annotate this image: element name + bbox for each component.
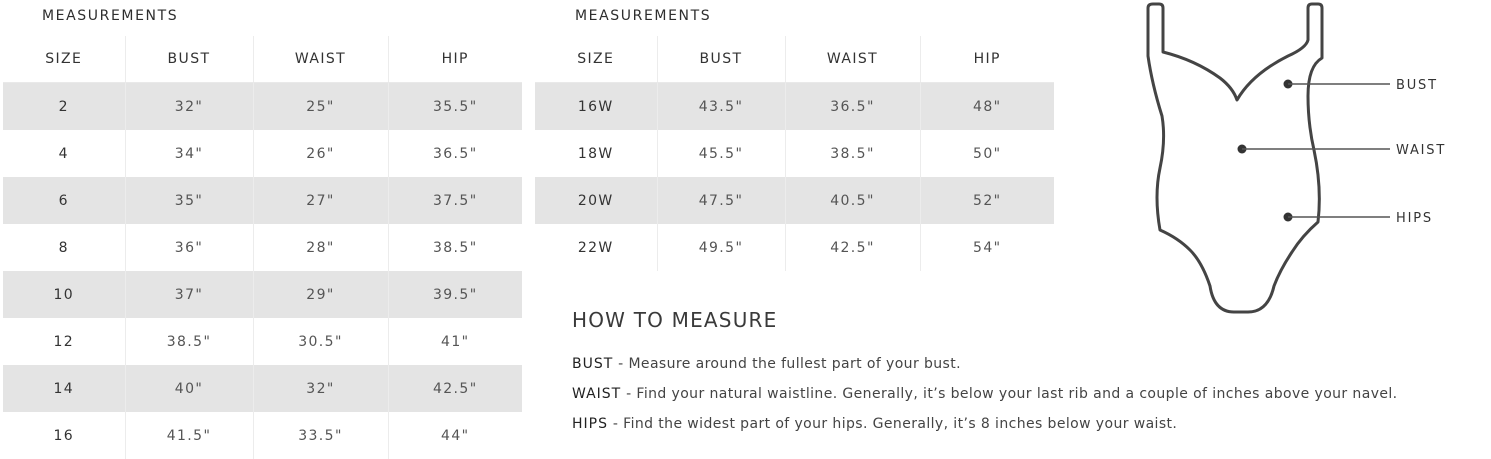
how-to-waist-text: - Find your natural waistline. Generally, it’s below your last rib and a couple of inches above your navel. bbox=[621, 386, 1398, 402]
column-header-hip: HIP bbox=[920, 36, 1054, 83]
cell-hip: 44" bbox=[441, 427, 470, 444]
cell-size: 16 bbox=[3, 412, 125, 459]
figure-label-hips: HIPS bbox=[1396, 211, 1433, 226]
cell-bust: 32" bbox=[125, 83, 253, 131]
cell-size: 8 bbox=[3, 224, 125, 271]
cell-waist: 42.5" bbox=[785, 224, 920, 271]
cell-size: 16W bbox=[535, 83, 657, 131]
cell-size: 4 bbox=[3, 130, 125, 177]
right-measurements-heading: MEASUREMENTS bbox=[575, 8, 712, 24]
how-to-bust-text: - Measure around the fullest part of your bust. bbox=[613, 356, 961, 372]
cell-waist: 40.5" bbox=[785, 177, 920, 224]
cell-waist: 33.5" bbox=[253, 412, 388, 459]
cell-hip: 38.5" bbox=[432, 239, 478, 256]
how-to-waist bbox=[572, 386, 1398, 402]
cell-size: 6 bbox=[3, 177, 125, 224]
cell-bust: 38.5" bbox=[125, 318, 253, 365]
cell-waist: 32" bbox=[253, 365, 388, 412]
cell-size: 14 bbox=[3, 365, 125, 412]
cell-waist: 25" bbox=[253, 83, 388, 131]
how-to-hips-text: - Find the widest part of your hips. Generally, it’s 8 inches below your waist. bbox=[608, 416, 1178, 432]
cell-bust: 49.5" bbox=[657, 224, 785, 271]
cell-size: 12 bbox=[3, 318, 125, 365]
table-row bbox=[3, 224, 522, 271]
cell-bust: 35" bbox=[125, 177, 253, 224]
term-waist: WAIST bbox=[572, 386, 622, 402]
cell-waist: 38.5" bbox=[785, 130, 920, 177]
left-measurements-heading: MEASUREMENTS bbox=[42, 8, 179, 24]
table-row bbox=[535, 130, 1054, 177]
cell-bust: 47.5" bbox=[657, 177, 785, 224]
cell-waist: 30.5" bbox=[253, 318, 388, 365]
table-row bbox=[535, 177, 1054, 224]
how-to-hips bbox=[572, 416, 1177, 432]
cell-size: 20W bbox=[535, 177, 657, 224]
table-row bbox=[3, 271, 522, 318]
cell-hip: 48" bbox=[920, 83, 1054, 131]
column-header-hip: HIP bbox=[388, 36, 522, 83]
table-header-row bbox=[3, 36, 522, 83]
swimsuit-body-outline bbox=[1148, 4, 1322, 312]
cell-bust: 40" bbox=[125, 365, 253, 412]
cell-bust: 45.5" bbox=[657, 130, 785, 177]
table-row bbox=[535, 224, 1054, 271]
figure-label-bust: BUST bbox=[1396, 78, 1438, 93]
callout-waist bbox=[1238, 143, 1447, 158]
figure-label-waist: WAIST bbox=[1396, 143, 1447, 158]
table-header-row bbox=[535, 36, 1054, 83]
cell-hip: 42.5" bbox=[388, 365, 522, 412]
table-row bbox=[3, 365, 522, 412]
cell-hip: 41" bbox=[441, 333, 470, 350]
cell-hip: 39.5" bbox=[388, 271, 522, 318]
table-row bbox=[3, 130, 522, 177]
cell-hip: 54" bbox=[973, 239, 1002, 256]
measurements-table-misses bbox=[3, 36, 522, 459]
cell-waist: 28" bbox=[253, 224, 388, 271]
table-row bbox=[3, 177, 522, 224]
column-header-size: SIZE bbox=[3, 36, 125, 83]
cell-hip: 36.5" bbox=[432, 145, 478, 162]
cell-bust: 34" bbox=[125, 130, 253, 177]
column-header-bust: BUST bbox=[657, 36, 785, 83]
column-header-waist: WAIST bbox=[253, 36, 388, 83]
cell-hip: 37.5" bbox=[388, 177, 522, 224]
how-to-measure-title: HOW TO MEASURE bbox=[572, 308, 778, 332]
cell-hip: 50" bbox=[973, 145, 1002, 162]
cell-size: 22W bbox=[535, 224, 657, 271]
table-row bbox=[3, 83, 522, 131]
cell-hip: 52" bbox=[920, 177, 1054, 224]
cell-hip: 35.5" bbox=[388, 83, 522, 131]
table-row bbox=[535, 83, 1054, 131]
table-row bbox=[3, 412, 522, 459]
how-to-bust bbox=[572, 356, 961, 372]
cell-bust: 36" bbox=[125, 224, 253, 271]
cell-bust: 41.5" bbox=[125, 412, 253, 459]
cell-waist: 29" bbox=[253, 271, 388, 318]
column-header-size: SIZE bbox=[535, 36, 657, 83]
column-header-bust: BUST bbox=[125, 36, 253, 83]
cell-waist: 26" bbox=[253, 130, 388, 177]
callout-hips bbox=[1284, 211, 1433, 226]
cell-size: 2 bbox=[3, 83, 125, 131]
column-header-waist: WAIST bbox=[785, 36, 920, 83]
term-hips: HIPS bbox=[572, 416, 608, 432]
cell-bust: 43.5" bbox=[657, 83, 785, 131]
cell-size: 10 bbox=[3, 271, 125, 318]
cell-waist: 36.5" bbox=[785, 83, 920, 131]
measurements-table-women bbox=[535, 36, 1054, 271]
cell-waist: 27" bbox=[253, 177, 388, 224]
cell-size: 18W bbox=[535, 130, 657, 177]
table-row bbox=[3, 318, 522, 365]
cell-bust: 37" bbox=[125, 271, 253, 318]
swimsuit-outline-icon bbox=[1140, 0, 1480, 330]
term-bust: BUST bbox=[572, 356, 614, 372]
